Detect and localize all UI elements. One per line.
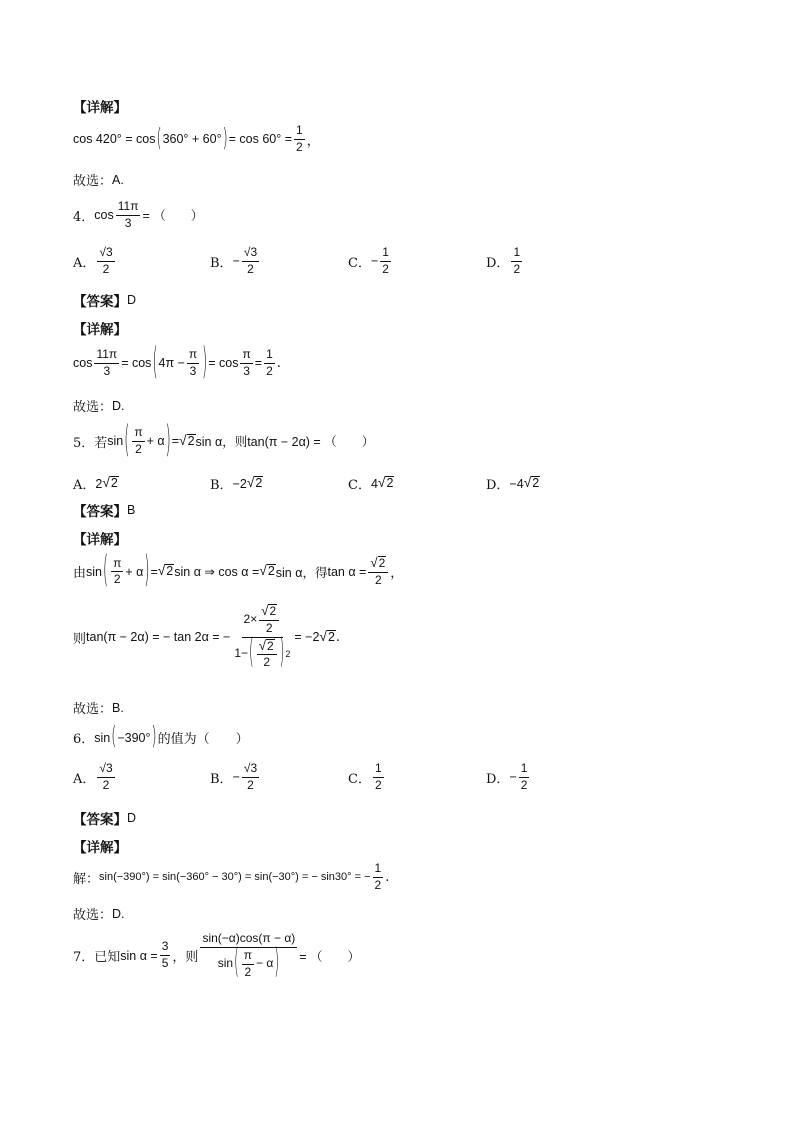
detail-label: 【详解】 — [73, 322, 127, 338]
fraction: $\frac{1}{2}$ — [296, 123, 303, 154]
q5-option-b[interactable]: B． −2 √ 2 — [210, 475, 263, 493]
detail-label: 【详解】 — [73, 100, 127, 116]
q3-detail-formula: cos 420° = cos ( 360° + 60° ) = cos 60° = $\frac{1}{2}$ ， — [73, 123, 320, 154]
q5-answer: 【答案】 B — [73, 503, 136, 520]
q6-stem: 6． sin ( −390° ) 的值为（ ） — [73, 723, 249, 752]
q6-answer: 【答案】 D — [73, 811, 137, 828]
q6-option-d[interactable]: D． − $\frac{1}{2}$ — [486, 761, 528, 792]
q5-detail-line1: 由 sin ( $\frac{\pi}{2}$ + α ) = √ 2 sin α ⇒ cos α = √ 2 sin α，得 tan α = √ 2 2 ， — [73, 550, 404, 593]
detail-label: 【详解】 — [73, 532, 127, 548]
q5-option-d[interactable]: D． −4 √ 2 — [486, 475, 540, 493]
q4-option-d[interactable]: D． $\frac{1}{2}$ — [486, 245, 521, 276]
q4-option-c[interactable]: C． − $\frac{1}{2}$ — [348, 245, 389, 276]
q3-choose: 故选： A. — [73, 172, 124, 189]
q4-detail-formula: cos $\frac{11\pi}{3}$ = cos ( 4π − $\frac{\pi}{3}$ ) = cos $\frac{\pi}{3}$ = $\frac{1}{2}$ . — [73, 342, 281, 385]
q6-option-a[interactable]: A． $\frac{√3}{2}$ — [73, 761, 113, 792]
q6-detail-formula: 解： sin(−390°) = sin(−360° − 30°) = sin(−30°) = − sin30° = − $\frac{1}{2}$ . — [73, 861, 390, 892]
q4-option-a[interactable]: A． $\frac{√3}{2}$ — [73, 245, 113, 276]
q5-option-a[interactable]: A． 2 √ 2 — [73, 475, 118, 493]
q6-option-b[interactable]: B． − $\frac{√3}{2}$ — [210, 761, 258, 792]
q7-main-fraction: sin(−α)cos(π − α) sin ( $\frac{\pi}{2}$ − α ) — [202, 931, 296, 982]
q5-detail-line2: 则 tan(π − 2α) = − tan 2α = − 2× √ 2 2 1− ( √ 2 2 ) 2 = −2 √ 2 . — [73, 603, 341, 672]
q6-option-c[interactable]: C． $\frac{1}{2}$ — [348, 761, 382, 792]
q5-choose: 故选： B. — [73, 700, 124, 717]
q4-choose: 故选： D. — [73, 398, 125, 415]
q5-stem: 5．若 sin ( $\frac{\pi}{2}$ + α ) = √ 2 sin α，则 tan(π − 2α) = （ ） — [73, 420, 375, 463]
q4-answer: 【答案】 D — [73, 293, 137, 310]
compound-fraction: 2× √ 2 2 1− ( √ 2 2 ) 2 — [234, 603, 291, 672]
q6-choose: 故选： D. — [73, 906, 125, 923]
detail-label: 【详解】 — [73, 840, 127, 856]
q4-option-b[interactable]: B． − $\frac{√3}{2}$ — [210, 245, 258, 276]
q4-stem: 4． cos $\frac{11\pi}{3}$ = （ ） — [73, 199, 204, 230]
q7-stem: 7．已知 sin α = $\frac{3}{5}$ ，则 sin(−α)cos(π − α) sin ( $\frac{\pi}{2}$ − α ) = （ ） — [73, 931, 361, 982]
q5-option-c[interactable]: C． 4 √ 2 — [348, 475, 394, 493]
